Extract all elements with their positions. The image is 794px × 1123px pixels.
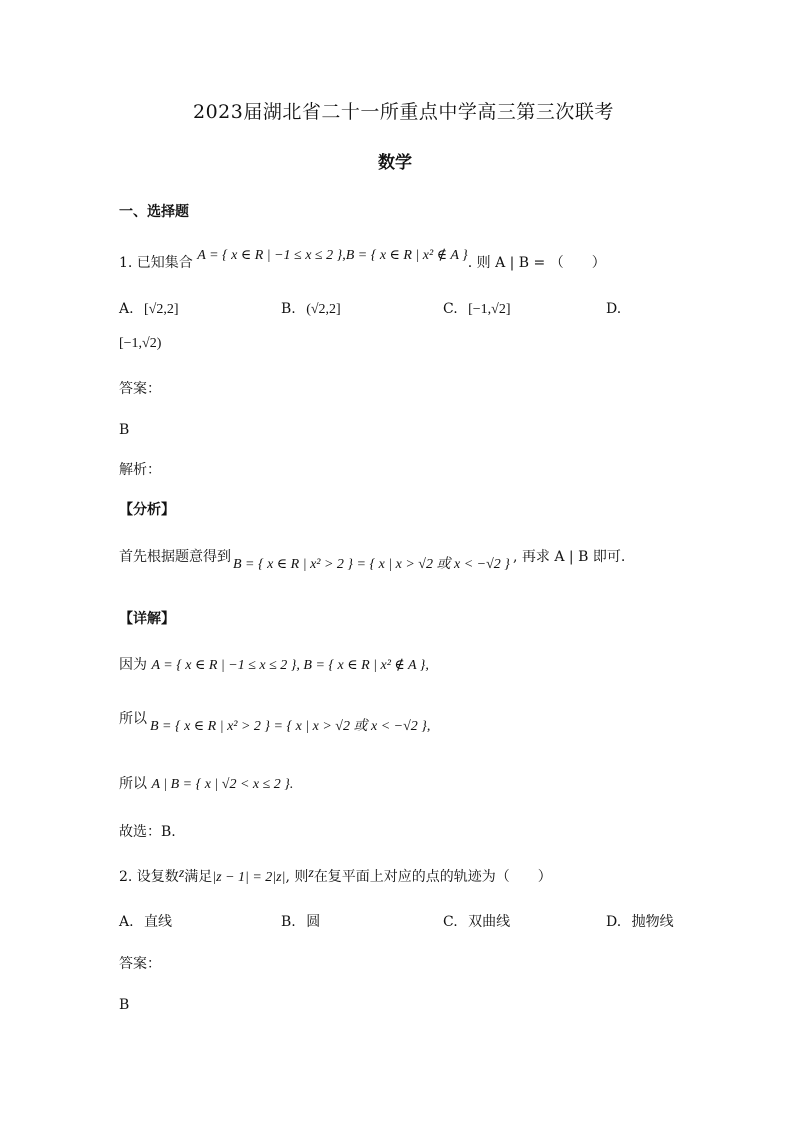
q2-option-a (119, 913, 172, 931)
subject-title: 数学 (378, 153, 412, 173)
q1-line3 (119, 775, 293, 794)
q1-fenxi-line (119, 548, 231, 566)
q1-conclusion: 故选：B. (119, 824, 176, 840)
q1-analysis-label: 解析： (119, 462, 161, 478)
q2-option-c-value: 双曲线 (468, 914, 511, 930)
document-title: 2023届湖北省二十一所重点中学高三第三次联考 (193, 101, 614, 123)
q1-line2-prefix: 所以 (119, 711, 147, 727)
q1-option-b-value: (√2,2] (306, 302, 341, 317)
q1-set-b: B = { x ∈ R | x² ∉ A } (345, 248, 468, 263)
q2-option-c-label: C. (443, 914, 458, 930)
q2-stem-prefix: 2. 设复数 (119, 869, 179, 885)
q2-option-a-value: 直线 (144, 914, 173, 930)
q2-answer: B (119, 997, 130, 1013)
section-heading: 一、选择题 (119, 204, 189, 220)
q1-fenxi-heading: 【分析】 (119, 502, 175, 518)
q1-fenxi-suffix: , 再求 A | B 即可. (513, 549, 626, 565)
q2-stem-suffix: 在复平面上对应的点的轨迹为（ ） (313, 869, 552, 885)
q1-line2-math: B = { x ∈ R | x² > 2 } = { x | x > √2 或 x < −√2 }, (150, 719, 431, 734)
q1-option-c-label: C. (443, 301, 458, 317)
q2-stem-mid: 满足 (184, 869, 213, 885)
q1-line1-math: A = { x ∈ R | −1 ≤ x ≤ 2 }, B = { x ∈ R | x² ∉ A }, (151, 658, 429, 673)
q2-option-a-label: A. (119, 914, 134, 930)
q1-line1 (119, 656, 429, 675)
q1-option-b (281, 300, 341, 319)
q2-stem-then: , 则 (285, 869, 309, 885)
q1-option-b-label: B. (281, 301, 296, 317)
q2-answer-label: 答案： (119, 956, 161, 972)
q2-option-d (606, 913, 674, 931)
q1-answer: B (119, 422, 130, 438)
q2-stem-math: |z − 1| = 2|z| (212, 870, 286, 885)
q2-option-c (443, 913, 510, 931)
q2-option-d-value: 抛物线 (631, 914, 674, 930)
q2-option-d-label: D. (606, 914, 622, 930)
q2-option-b-value: 圆 (306, 914, 321, 930)
q1-set-a: A = { x ∈ R | −1 ≤ x ≤ 2 } (197, 248, 343, 263)
q1-option-a-label: A. (119, 301, 134, 317)
q1-option-d-label: D. (606, 301, 622, 317)
q2-stem (119, 868, 552, 887)
q1-line3-prefix: 所以 (119, 776, 147, 792)
q1-option-c-value: [−1,√2] (468, 302, 511, 317)
q1-xiangjie-heading: 【详解】 (119, 611, 175, 627)
q1-stem-suffix: . 则 A | B = （ ） (467, 255, 606, 271)
q2-stem-z: z (178, 866, 185, 881)
q1-option-c (443, 300, 511, 319)
q1-answer-label: 答案： (119, 381, 161, 397)
q1-option-a (119, 300, 179, 319)
q1-option-a-value: [√2,2] (144, 302, 179, 317)
q1-line3-math: A | B = { x | √2 < x ≤ 2 }. (151, 777, 294, 792)
q1-option-d-value: [−1,√2) (119, 336, 162, 351)
q2-option-b (281, 913, 320, 931)
q1-comma: , (342, 248, 346, 263)
q1-line1-prefix: 因为 (119, 657, 147, 673)
q1-stem (119, 248, 606, 273)
q1-fenxi-prefix: 首先根据题意得到 (119, 549, 231, 565)
q1-stem-prefix: 1. 已知集合 (119, 255, 193, 271)
q2-option-b-label: B. (281, 914, 296, 930)
q2-stem-z2: z (308, 866, 314, 881)
q1-fenxi-math: B = { x ∈ R | x² > 2 } = { x | x > √2 或 x < −√2 } (233, 557, 510, 572)
